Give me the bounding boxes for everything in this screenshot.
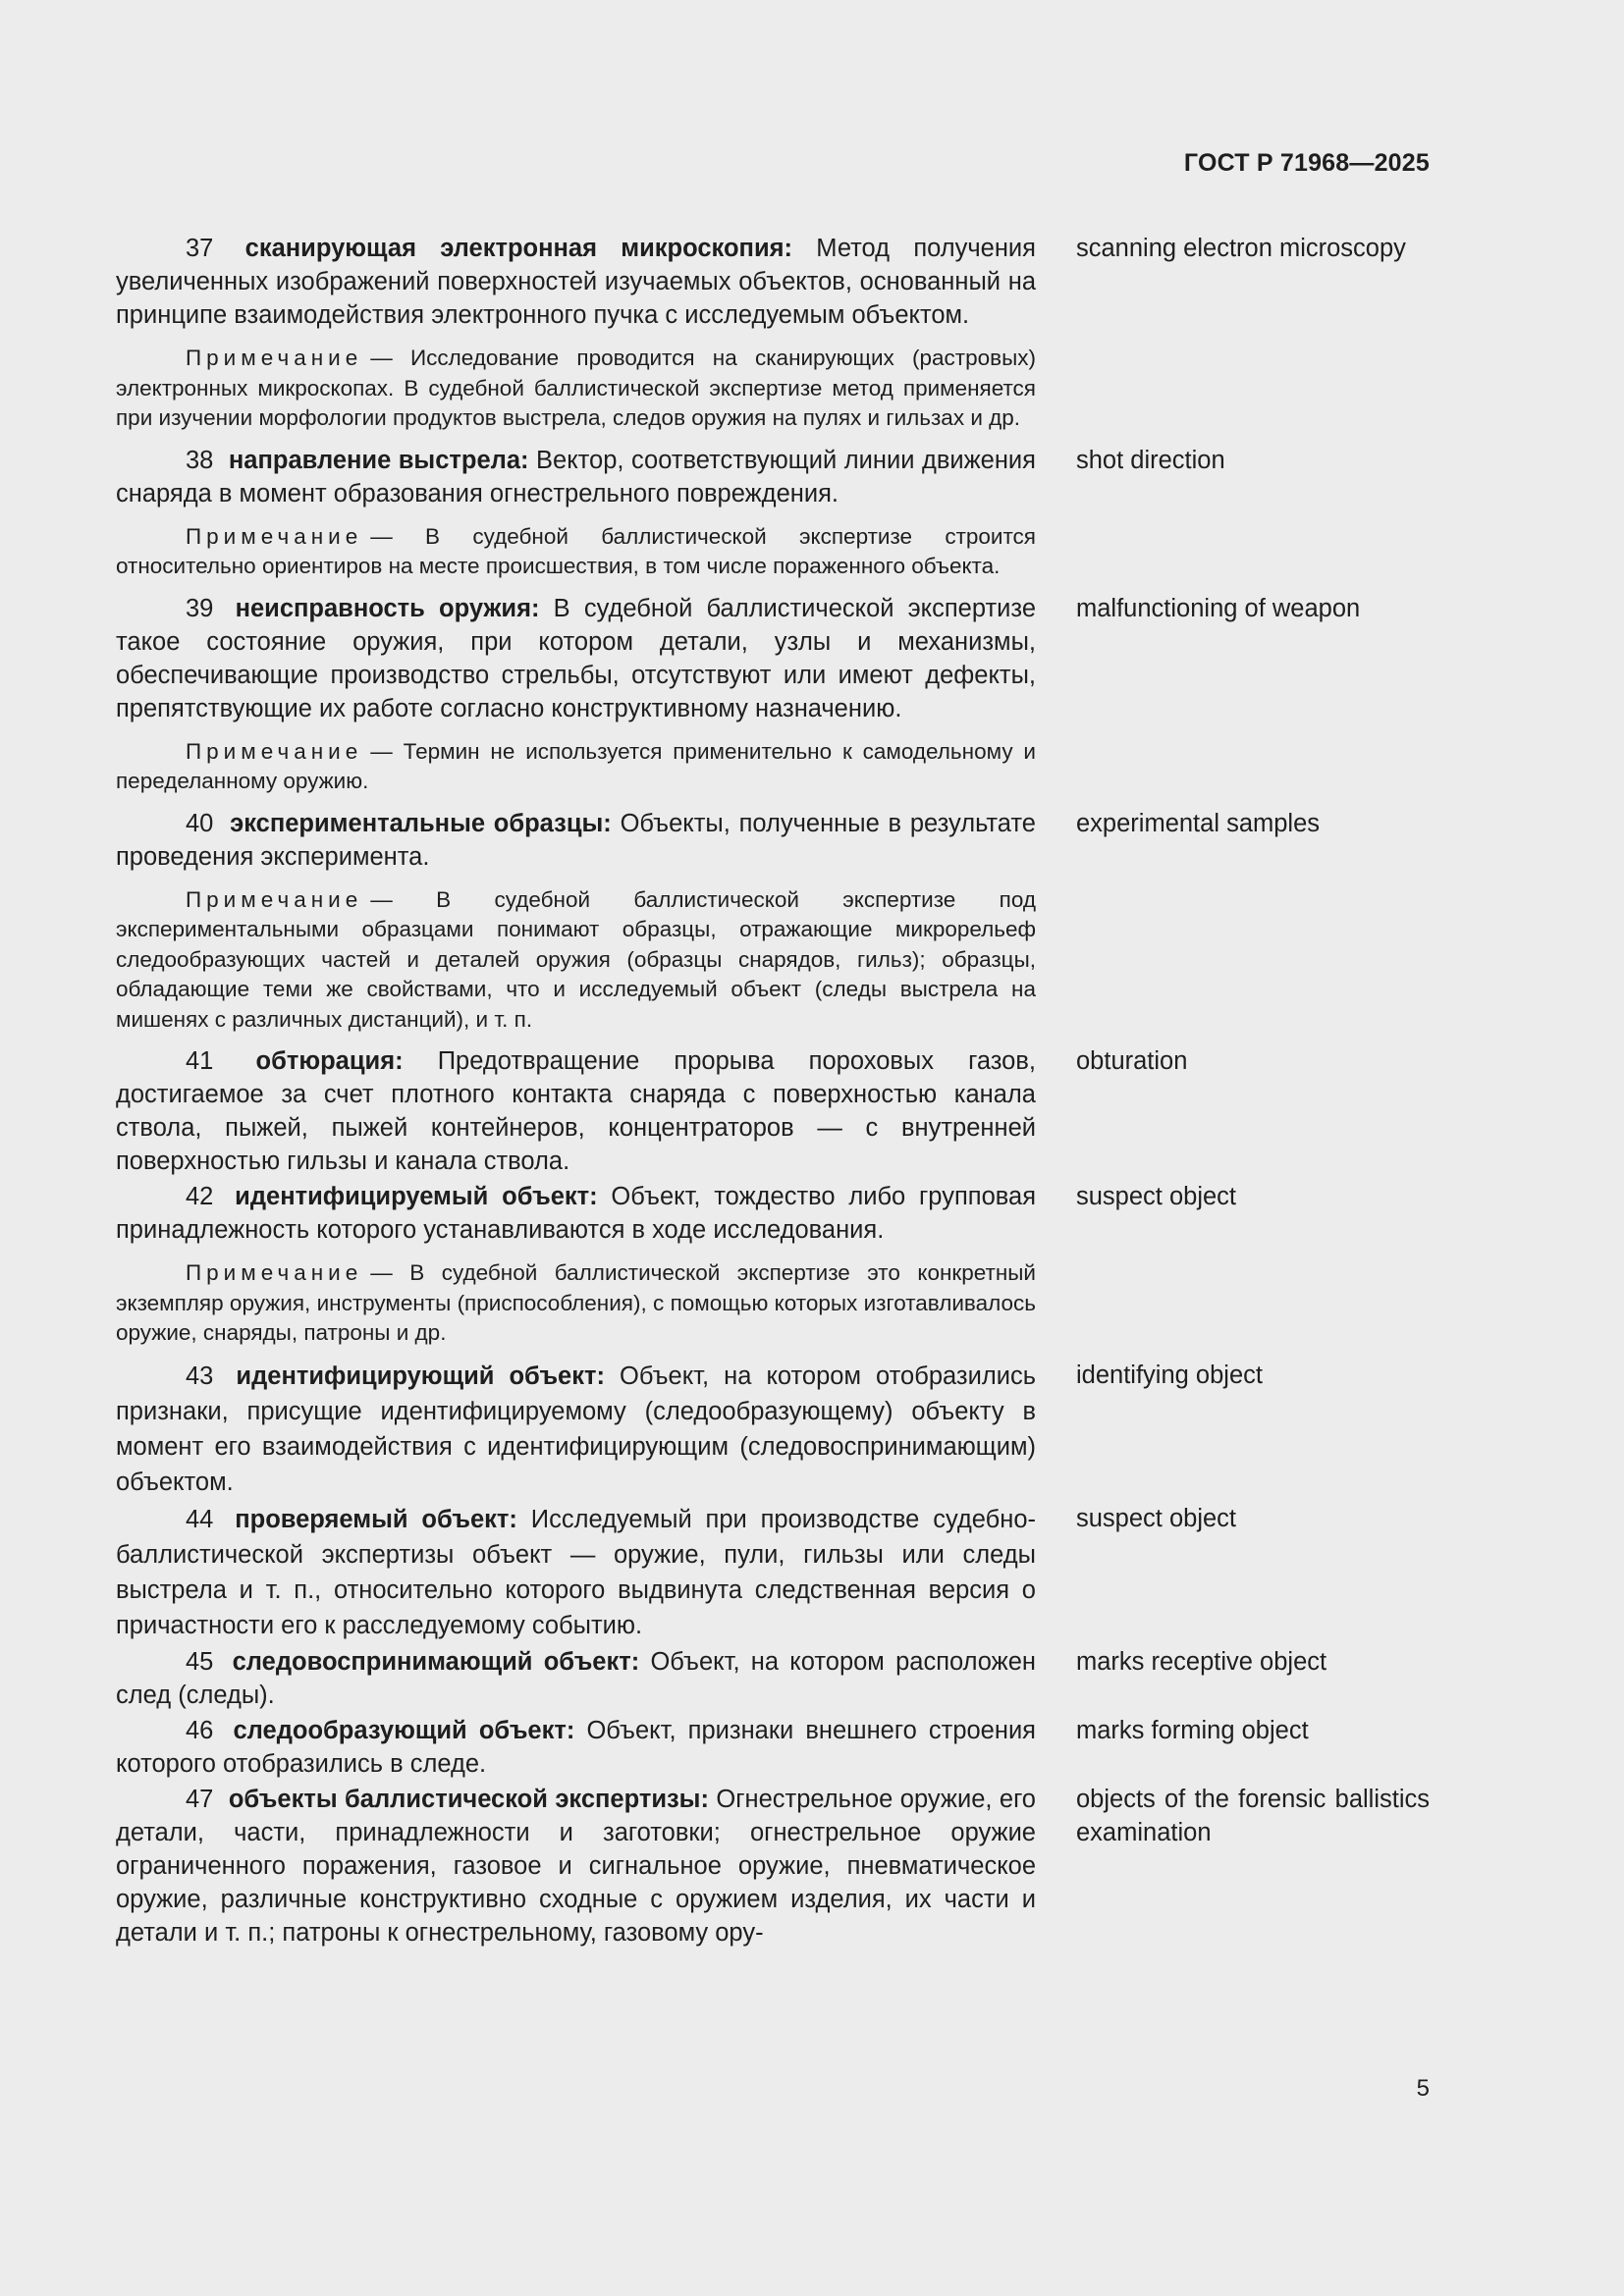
term-definition: Метод получения увеличенных изображений поверхностей изучаемых объектов, основанный на принципе взаимодействия электронного пучка с исследуемым объектом. bbox=[116, 235, 1036, 329]
term-entry bbox=[116, 807, 1430, 874]
term-entry bbox=[116, 1502, 1430, 1643]
term-russian: следовоспринимающий объект: bbox=[232, 1647, 640, 1676]
note-text: — В судебной баллистической экспертизе строится относительно ориентиров на месте происшествия, в том числе пораженного объекта. bbox=[116, 523, 1036, 578]
term-number: 46 bbox=[186, 1716, 214, 1744]
term-number: 38 bbox=[186, 446, 214, 474]
term-number: 37 bbox=[186, 235, 214, 262]
term-note bbox=[116, 522, 1036, 582]
term-number: 45 bbox=[186, 1647, 214, 1676]
note-text: — В судебной баллистической экспертизе под экспериментальными образцами понимают образцы, отражающие микрорельеф следообразующих частей и деталей оружия (образцы снарядов, гильз); образцы, обладающие теми же свойствами, что и исследуемый объект (следы выстрела на мишенях с различных дистанций), и т. п. bbox=[116, 886, 1036, 1032]
term-english: scanning electron microscopy bbox=[1076, 235, 1406, 262]
term-entry bbox=[116, 1180, 1430, 1247]
term-definition-block bbox=[116, 1180, 1036, 1247]
term-definition: Объект, тождество либо групповая принадлежность которого устанавливаются в ходе исследования. bbox=[116, 1183, 1037, 1244]
term-definition-block bbox=[116, 444, 1036, 510]
term-definition-block bbox=[116, 1714, 1036, 1781]
term-definition-block bbox=[116, 1502, 1036, 1643]
term-definition-block bbox=[116, 1044, 1036, 1178]
term-english: suspect object bbox=[1076, 1504, 1237, 1532]
term-definition: Предотвращение прорыва пороховых газов, достигаемое за счет плотного контакта снаряда с поверхностью канала ствола, пыжей, пыжей контейнеров, концентраторов — с внутренней поверхностью гильзы и канала ствола. bbox=[116, 1047, 1036, 1175]
term-english: marks forming object bbox=[1076, 1716, 1309, 1744]
document-header: ГОСТ Р 71968—2025 bbox=[1183, 149, 1430, 177]
term-definition-block bbox=[116, 232, 1036, 332]
term-note bbox=[116, 885, 1036, 1036]
term-definition: Объект, признаки внешнего строения которого отобразились в следе. bbox=[116, 1716, 1036, 1778]
term-definition: В судебной баллистической экспертизе такое состояние оружия, при котором детали, узлы и механизмы, обеспечивающие производство стрельбы, отсутствуют или имеют дефекты, препятствующие их работе согласно конструктивному назначению. bbox=[116, 594, 1037, 722]
note-text: — Исследование проводится на сканирующих (растровых) электронных микроскопах. В судебной баллистической экспертизе метод применяется при изучении морфологии продуктов выстрела, следов оружия на пулях и гильзах и др. bbox=[116, 346, 1036, 430]
term-entry bbox=[116, 1044, 1430, 1178]
term-number: 41 bbox=[186, 1047, 214, 1075]
term-number: 47 bbox=[186, 1785, 214, 1813]
term-number: 39 bbox=[186, 594, 214, 622]
note-label: Примечание bbox=[186, 886, 363, 912]
term-entry bbox=[116, 1645, 1430, 1712]
term-number: 43 bbox=[186, 1362, 214, 1390]
term-definition-block bbox=[116, 592, 1036, 725]
term-definition-block bbox=[116, 1359, 1036, 1500]
term-english: objects of the forensic ballistics examination bbox=[1076, 1785, 1430, 1846]
note-text: — В судебной баллистической экспертизе это конкретный экземпляр оружия, инструменты (приспособления), с помощью которых изготавливалось оружие, снаряды, патроны и др. bbox=[116, 1260, 1036, 1345]
term-russian: проверяемый объект: bbox=[235, 1505, 517, 1533]
term-russian: сканирующая электронная микроскопия: bbox=[244, 235, 793, 262]
term-definition: Объект, на котором отобразились признаки, присущие идентифицируемому (следообразующему) объекту в момент его взаимодействия с идентифицирующим (следовоспринимающим) объектом. bbox=[116, 1362, 1037, 1496]
term-note bbox=[116, 1258, 1036, 1349]
term-russian: экспериментальные образцы: bbox=[230, 809, 612, 837]
term-entry bbox=[116, 1359, 1430, 1500]
term-english: suspect object bbox=[1076, 1183, 1237, 1210]
term-note bbox=[116, 344, 1036, 434]
term-russian: идентифицируемый объект: bbox=[235, 1183, 598, 1210]
note-text: — Термин не используется применительно к самодельному и переделанному оружию. bbox=[116, 738, 1036, 793]
term-definition-block bbox=[116, 1783, 1036, 1949]
term-definition: Вектор, соответствующий линии движения снаряда в момент образования огнестрельного повреждения. bbox=[116, 446, 1036, 507]
note-label: Примечание bbox=[186, 523, 363, 549]
term-definition: Огнестрельное оружие, его детали, части, принадлежности и заготовки; огнестрельное оружие ограниченного поражения, газовое и сигнальное оружие, пневматическое оружие, различные конструктивно сходные с оружием изделия, их части и детали и т. п.; патроны к огнестрельному, газовому ору- bbox=[116, 1785, 1036, 1947]
term-number: 44 bbox=[186, 1505, 214, 1533]
term-russian: объекты баллистической экспертизы: bbox=[228, 1785, 709, 1813]
terms-list bbox=[116, 232, 1430, 1951]
term-english: obturation bbox=[1076, 1047, 1188, 1075]
term-definition: Объекты, полученные в результате проведения эксперимента. bbox=[116, 809, 1036, 871]
term-russian: следообразующий объект: bbox=[233, 1716, 575, 1744]
term-entry bbox=[116, 444, 1430, 510]
term-number: 40 bbox=[186, 809, 214, 837]
term-definition: Исследуемый при производстве судебно-баллистической экспертизы объект — оружие, пули, гильзы или следы выстрела и т. п., относительно которого выдвинута следственная версия о причастности его к расследуемому событию. bbox=[116, 1505, 1036, 1639]
term-definition: Объект, на котором расположен след (следы). bbox=[116, 1647, 1037, 1709]
term-english: identifying object bbox=[1076, 1361, 1263, 1389]
term-entry bbox=[116, 592, 1430, 725]
page-number: 5 bbox=[1416, 2075, 1430, 2102]
term-russian: обтюрация: bbox=[255, 1047, 404, 1075]
note-label: Примечание bbox=[186, 1260, 363, 1285]
term-definition-block bbox=[116, 807, 1036, 874]
note-label: Примечание bbox=[186, 346, 363, 370]
term-russian: неисправность оружия: bbox=[235, 594, 540, 622]
term-number: 42 bbox=[186, 1183, 214, 1210]
term-definition-block bbox=[116, 1645, 1036, 1712]
term-english: malfunctioning of weapon bbox=[1076, 594, 1361, 622]
term-english: shot direction bbox=[1076, 446, 1225, 474]
term-entry bbox=[116, 232, 1430, 332]
term-english: marks receptive object bbox=[1076, 1647, 1327, 1676]
term-russian: идентифицирующий объект: bbox=[236, 1362, 605, 1390]
term-english: experimental samples bbox=[1076, 809, 1321, 837]
note-label: Примечание bbox=[186, 738, 363, 764]
term-note bbox=[116, 737, 1036, 797]
term-russian: направление выстрела: bbox=[228, 446, 529, 474]
term-entry bbox=[116, 1783, 1430, 1949]
term-entry bbox=[116, 1714, 1430, 1781]
